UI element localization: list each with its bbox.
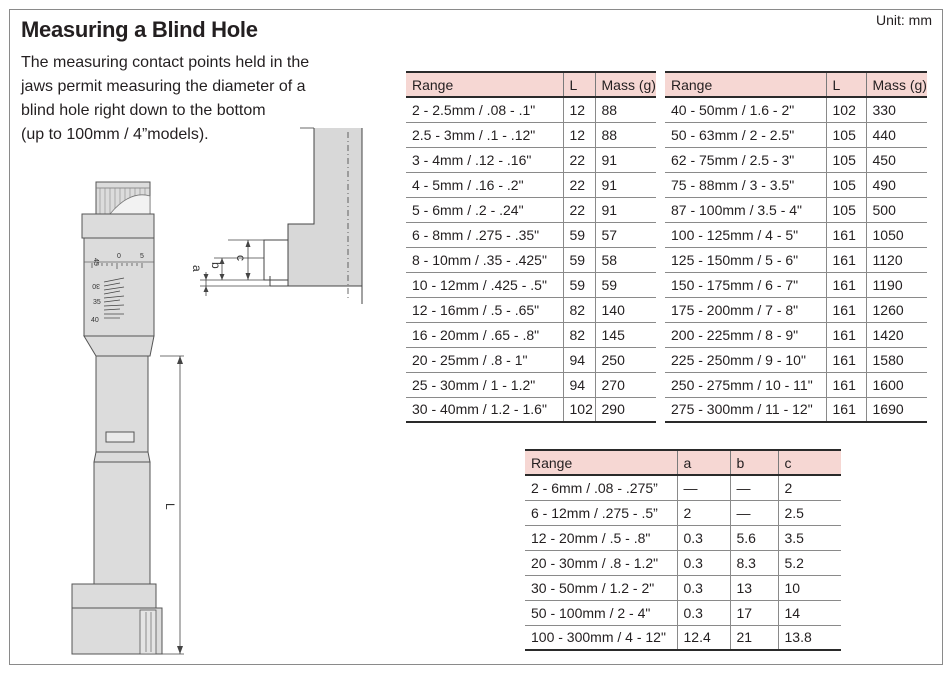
table-cell: 0.3 — [677, 575, 730, 600]
table-cell: 25 - 30mm / 1 - 1.2" — [406, 372, 563, 397]
table-cell: 1260 — [866, 297, 927, 322]
table-cell: 59 — [563, 272, 595, 297]
table-cell: 91 — [595, 172, 656, 197]
column-header-mass: Mass (g) — [866, 72, 927, 97]
table-cell: 58 — [595, 247, 656, 272]
table-row — [406, 372, 656, 397]
table-cell: 150 - 175mm / 6 - 7" — [665, 272, 826, 297]
table-cell: — — [677, 475, 730, 500]
table-row — [665, 97, 927, 122]
table-cell: 8 - 10mm / .35 - .425" — [406, 247, 563, 272]
table-cell: 145 — [595, 322, 656, 347]
table-cell: 59 — [563, 247, 595, 272]
table-row — [406, 272, 656, 297]
table-cell: 250 - 275mm / 10 - 11" — [665, 372, 826, 397]
dimension-label-a: a — [190, 265, 204, 272]
table-cell: 12.4 — [677, 625, 730, 650]
table-row — [665, 397, 927, 422]
table-cell: 225 - 250mm / 9 - 10" — [665, 347, 826, 372]
table-row — [665, 122, 927, 147]
dimension-label-c: c — [234, 255, 248, 261]
description-line: (up to 100mm / 4”models). — [21, 126, 209, 143]
table-cell: 161 — [826, 397, 866, 422]
table-row — [665, 297, 927, 322]
table-cell: 161 — [826, 247, 866, 272]
table-cell: 62 - 75mm / 2.5 - 3" — [665, 147, 826, 172]
table-cell: 94 — [563, 347, 595, 372]
table-cell: 22 — [563, 197, 595, 222]
page-title: Measuring a Blind Hole — [21, 17, 258, 42]
table-cell: 105 — [826, 172, 866, 197]
table-cell: 8.3 — [730, 550, 778, 575]
table-row — [525, 475, 841, 500]
table-cell: 100 - 125mm / 4 - 5" — [665, 222, 826, 247]
table-cell: 12 - 16mm / .5 - .65" — [406, 297, 563, 322]
table-cell: 20 - 30mm / .8 - 1.2" — [525, 550, 677, 575]
column-header-c: c — [778, 450, 841, 475]
table-cell: 10 - 12mm / .425 - .5" — [406, 272, 563, 297]
table-cell: 1600 — [866, 372, 927, 397]
column-header-range: Range — [665, 72, 826, 97]
table-row — [665, 197, 927, 222]
table-cell: 5.6 — [730, 525, 778, 550]
table-cell: 105 — [826, 122, 866, 147]
table-row — [406, 147, 656, 172]
table-cell: 88 — [595, 122, 656, 147]
table-cell: 4 - 5mm / .16 - .2" — [406, 172, 563, 197]
micrometer-body — [72, 336, 162, 654]
table-cell: 82 — [563, 297, 595, 322]
table-cell: 13 — [730, 575, 778, 600]
table-cell: 16 - 20mm / .65 - .8" — [406, 322, 563, 347]
table-cell: 102 — [826, 97, 866, 122]
table-row — [406, 322, 656, 347]
table-cell: 12 - 20mm / .5 - .8" — [525, 525, 677, 550]
table-cell: 0.3 — [677, 550, 730, 575]
table-cell: 59 — [563, 222, 595, 247]
table-cell: 1190 — [866, 272, 927, 297]
table-cell: 5.2 — [778, 550, 841, 575]
table-row — [665, 322, 927, 347]
table-cell: 1690 — [866, 397, 927, 422]
table-row — [665, 222, 927, 247]
table-row — [406, 172, 656, 197]
table-cell: 290 — [595, 397, 656, 422]
thimble-scale-label: 30 — [92, 282, 100, 289]
table-row — [525, 600, 841, 625]
table-row — [406, 222, 656, 247]
table-cell: 450 — [866, 147, 927, 172]
range-mass-table-left — [406, 71, 656, 423]
table-row — [665, 172, 927, 197]
thimble-scale-label: 45 — [92, 258, 99, 266]
table-cell: 21 — [730, 625, 778, 650]
table-cell: 2 — [677, 500, 730, 525]
table-row — [525, 525, 841, 550]
table-cell: 140 — [595, 297, 656, 322]
thimble-scale-label: 5 — [140, 253, 144, 260]
table-cell: 2 - 6mm / .08 - .275” — [525, 475, 677, 500]
table-row — [665, 272, 927, 297]
dimension-label-b: b — [209, 262, 223, 269]
table-cell: 57 — [595, 222, 656, 247]
table-header-row — [406, 72, 656, 97]
table-cell: 100 - 300mm / 4 - 12" — [525, 625, 677, 650]
range-mass-table-right — [665, 71, 927, 423]
table-cell: 161 — [826, 272, 866, 297]
table-cell: 175 - 200mm / 7 - 8" — [665, 297, 826, 322]
description-line: The measuring contact points held in the — [21, 54, 310, 71]
table-row — [665, 372, 927, 397]
table-cell: 94 — [563, 372, 595, 397]
table-cell: 2 — [778, 475, 841, 500]
table-row — [406, 197, 656, 222]
table-cell: 102 — [563, 397, 595, 422]
table-row — [525, 500, 841, 525]
table-cell: 161 — [826, 222, 866, 247]
table-row — [525, 625, 841, 650]
table-cell: 275 - 300mm / 11 - 12" — [665, 397, 826, 422]
table-row — [406, 247, 656, 272]
table-cell: 88 — [595, 97, 656, 122]
table-cell: 105 — [826, 197, 866, 222]
table-cell: 12 — [563, 97, 595, 122]
table-cell: 161 — [826, 297, 866, 322]
table-cell: 3 - 4mm / .12 - .16" — [406, 147, 563, 172]
unit-label: Unit: mm — [876, 12, 932, 28]
table-cell: 105 — [826, 147, 866, 172]
contact-dimensions-table — [525, 449, 841, 651]
table-cell: 91 — [595, 147, 656, 172]
table-cell: — — [730, 475, 778, 500]
table-header-row — [665, 72, 927, 97]
table-row — [665, 147, 927, 172]
description-line: jaws permit measuring the diameter of a — [21, 78, 306, 95]
table-cell: 200 - 225mm / 8 - 9" — [665, 322, 826, 347]
column-header-range: Range — [406, 72, 563, 97]
table-cell: 125 - 150mm / 5 - 6" — [665, 247, 826, 272]
table-cell: 59 — [595, 272, 656, 297]
thimble — [82, 214, 154, 336]
column-header-mass: Mass (g) — [595, 72, 656, 97]
table-row — [406, 297, 656, 322]
dimension-L — [160, 356, 184, 654]
table-cell: 22 — [563, 147, 595, 172]
table-cell: 440 — [866, 122, 927, 147]
table-row — [406, 347, 656, 372]
table-cell: 5 - 6mm / .2 - .24" — [406, 197, 563, 222]
table-cell: 30 - 50mm / 1.2 - 2" — [525, 575, 677, 600]
ratchet-cap — [96, 182, 150, 214]
table-cell: 1420 — [866, 322, 927, 347]
table-header-row — [525, 450, 841, 475]
table-cell: 87 - 100mm / 3.5 - 4" — [665, 197, 826, 222]
column-header-l: L — [563, 72, 595, 97]
table-cell: 6 - 12mm / .275 - .5” — [525, 500, 677, 525]
description-line: blind hole right down to the bottom — [21, 102, 266, 119]
table-cell: 75 - 88mm / 3 - 3.5" — [665, 172, 826, 197]
table-row — [406, 122, 656, 147]
table-row — [406, 97, 656, 122]
table-cell: 500 — [866, 197, 927, 222]
table-cell: 14 — [778, 600, 841, 625]
table-cell: 82 — [563, 322, 595, 347]
table-cell: 2 - 2.5mm / .08 - .1" — [406, 97, 563, 122]
table-cell: 50 - 63mm / 2 - 2.5" — [665, 122, 826, 147]
column-header-b: b — [730, 450, 778, 475]
table-row — [406, 397, 656, 422]
table-cell: 40 - 50mm / 1.6 - 2" — [665, 97, 826, 122]
table-cell: 3.5 — [778, 525, 841, 550]
table-cell: — — [730, 500, 778, 525]
column-header-a: a — [677, 450, 730, 475]
thimble-scale-label: 35 — [93, 299, 101, 306]
table-row — [665, 347, 927, 372]
table-cell: 0.3 — [677, 600, 730, 625]
thimble-scale-label: 0 — [117, 253, 121, 260]
table-cell: 13.8 — [778, 625, 841, 650]
dimension-label-L: L — [163, 503, 177, 510]
table-cell: 22 — [563, 172, 595, 197]
table-cell: 490 — [866, 172, 927, 197]
table-cell: 17 — [730, 600, 778, 625]
table-cell: 2.5 - 3mm / .1 - .12" — [406, 122, 563, 147]
table-cell: 91 — [595, 197, 656, 222]
blind-hole-detail — [190, 128, 376, 304]
table-cell: 1050 — [866, 222, 927, 247]
table-cell: 161 — [826, 372, 866, 397]
thimble-scale-label: 40 — [91, 317, 99, 324]
column-header-range: Range — [525, 450, 677, 475]
table-cell: 0.3 — [677, 525, 730, 550]
table-row — [525, 575, 841, 600]
table-cell: 30 - 40mm / 1.2 - 1.6" — [406, 397, 563, 422]
table-cell: 6 - 8mm / .275 - .35" — [406, 222, 563, 247]
table-cell: 2.5 — [778, 500, 841, 525]
table-row — [525, 550, 841, 575]
table-cell: 1120 — [866, 247, 927, 272]
table-row — [665, 247, 927, 272]
table-cell: 20 - 25mm / .8 - 1" — [406, 347, 563, 372]
table-cell: 250 — [595, 347, 656, 372]
table-cell: 1580 — [866, 347, 927, 372]
table-cell: 161 — [826, 347, 866, 372]
table-cell: 270 — [595, 372, 656, 397]
table-cell: 161 — [826, 322, 866, 347]
table-cell: 330 — [866, 97, 927, 122]
table-cell: 10 — [778, 575, 841, 600]
table-cell: 12 — [563, 122, 595, 147]
column-header-l: L — [826, 72, 866, 97]
table-cell: 50 - 100mm / 2 - 4" — [525, 600, 677, 625]
